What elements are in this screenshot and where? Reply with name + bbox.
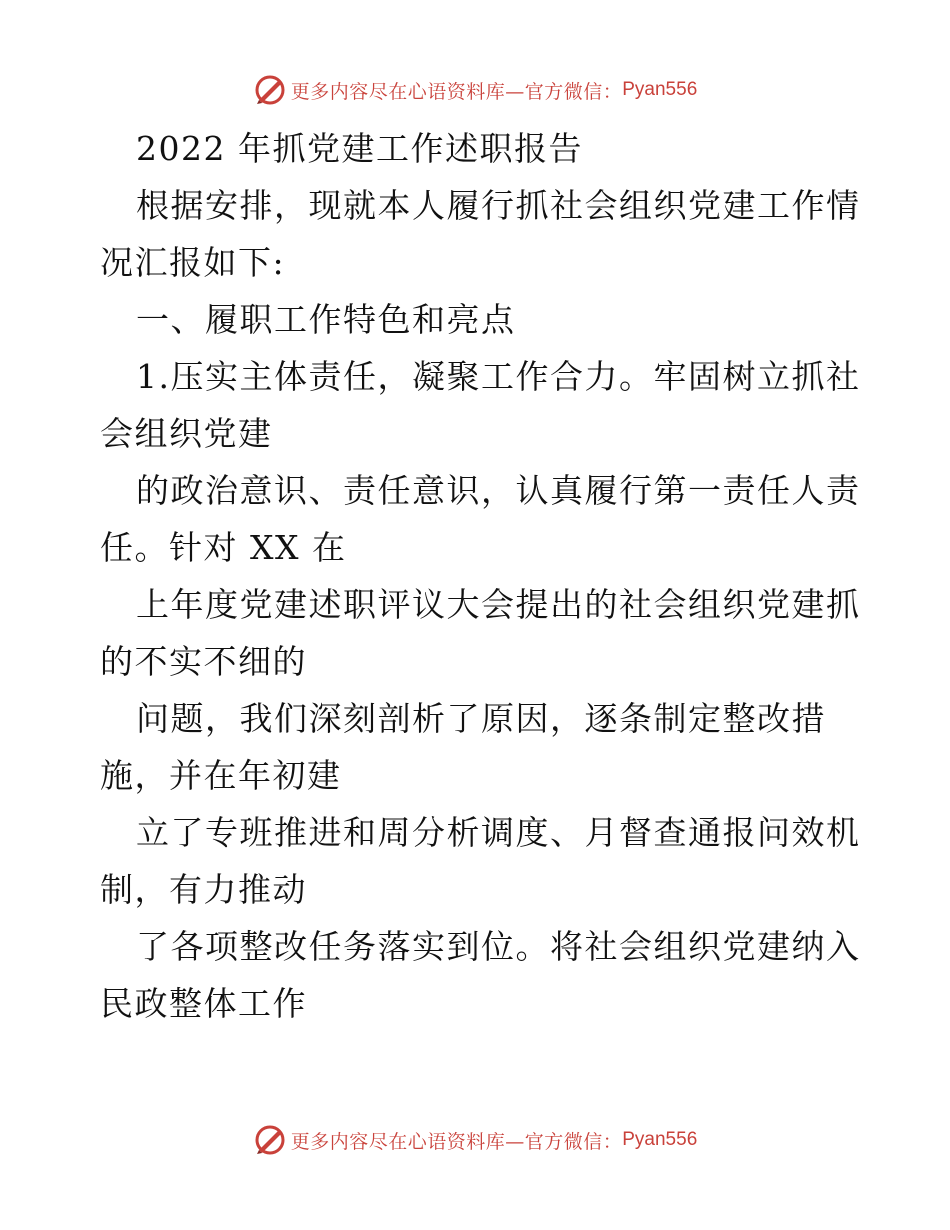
paragraph-line: 根据安排，现就本人履行抓社会组织党建工作情 [136,186,861,225]
paragraph-line: 问题，我们深刻剖析了原因，逐条制定整改措 [136,699,826,738]
watermark-text: 更多内容尽在心语资料库—官方微信： [290,80,623,103]
header-watermark [0,70,950,110]
paragraph-line: 民政整体工作 [100,984,307,1023]
paragraph-line: 制，有力推动 [100,870,307,909]
pen-logo-icon [253,1123,287,1157]
document-title: 2022 年抓党建工作述职报告 [136,129,583,168]
paragraph-line: 的政治意识、责任意识，认真履行第一责任人责 [136,471,861,510]
watermark-wechat-id: Pyan556 [622,1129,698,1150]
document-body [100,120,860,1032]
paragraph-line: 会组织党建 [100,414,273,453]
footer-watermark [0,1120,950,1160]
watermark-wechat-id: Pyan556 [622,79,698,100]
paragraph-line: 一、履职工作特色和亮点 [136,300,516,339]
paragraph-line: 况汇报如下: [100,243,286,282]
paragraph-line: 立了专班推进和周分析调度、月督查通报问效机 [136,813,861,852]
paragraph-line: 任。针对 XX 在 [100,528,347,567]
paragraph-line: 1.压实主体责任，凝聚工作合力。牢固树立抓社 [136,357,861,396]
watermark-text: 更多内容尽在心语资料库—官方微信： [290,1130,623,1153]
paragraph-line: 施，并在年初建 [100,756,342,795]
paragraph-line: 上年度党建述职评议大会提出的社会组织党建抓 [136,585,861,624]
paragraph-line: 了各项整改任务落实到位。将社会组织党建纳入 [136,927,861,966]
paragraph-line: 的不实不细的 [100,642,307,681]
pen-logo-icon [253,73,287,107]
